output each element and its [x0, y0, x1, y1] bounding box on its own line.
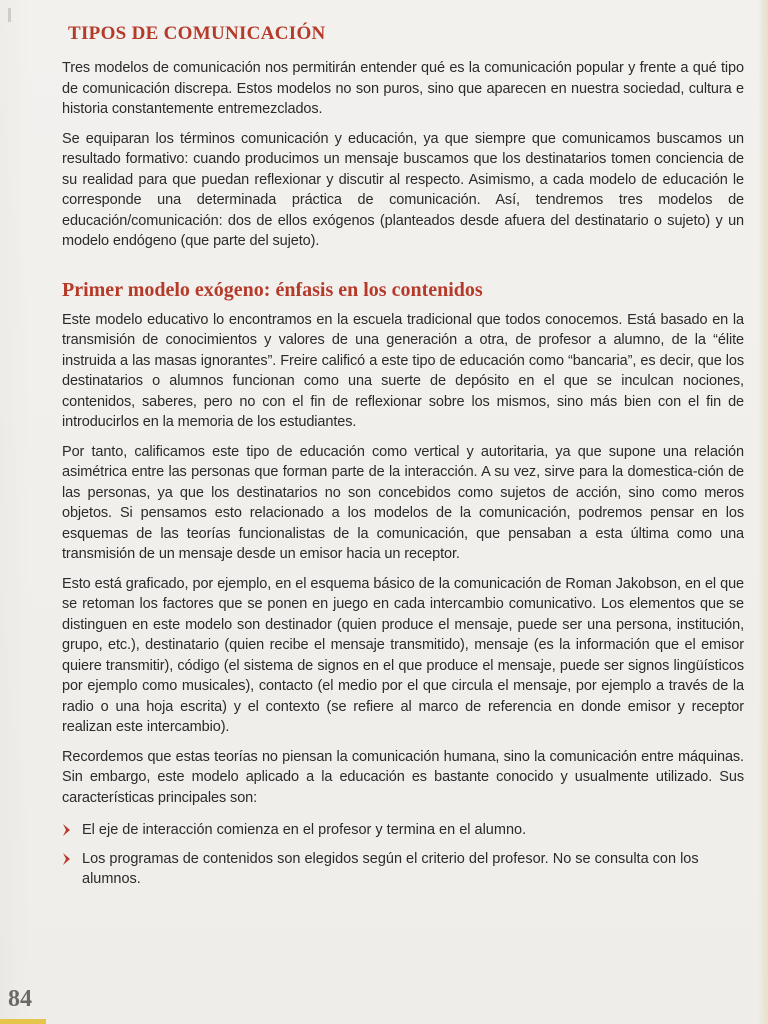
scan-mark	[8, 8, 11, 22]
footer-accent-bar	[0, 1019, 46, 1024]
section-title: TIPOS DE COMUNICACIÓN	[68, 23, 326, 44]
subsection-paragraph-4: Recordemos que estas teorías no piensan la comunicación humana, sino la comunicación entre máquinas. Sin embargo, este modelo aplicado a la educación es bastante conocido y usualmente utilizado. Sus características principales son:	[62, 748, 744, 806]
list-item-text: Los programas de contenidos son elegidos según el criterio del profesor. No se consulta con los alumnos.	[82, 850, 699, 887]
subsection-paragraph-3: Esto está graficado, por ejemplo, en el esquema básico de la comunicación de Roman Jakobson, en el que se retoman los factores que se ponen en juego en cada intercambio comunicativo. Los elementos que se distinguen en este modelo son destinador (quien produce el mensaje, puede ser una persona, institución, grupo, etc.), destinatario (quien recibe el mensaje transmitido), mensaje (es la información que el emisor quiere transmitir), código (el sistema de signos en el que produce el mensaje, puede ser signos lingüísticos por ejemplo como musicales), contacto (el medio por el que circula el mensaje, por ejemplo a través de la radio o una hoja escrita) y el contexto (se refiere al marco de referencia en donde emisor y receptor realizan este intercambio).	[62, 575, 744, 735]
section-paragraph-2: Se equiparan los términos comunicación y educación, ya que siempre que comunicamos buscamos un resultado formativo: cuando producimos un mensaje buscamos que los destinatarios tomen conciencia de su realidad para que puedan reflexionar y discutir al respecto. Asimismo, a cada modelo de educación le corresponde una determinada práctica de comunicación. Así, tendremos tres modelos de educación/comunicación: dos de ellos exógenos (planteados desde afuera del destinatario o sujeto) y un modelo endógeno (que parte del sujeto).	[62, 130, 744, 249]
page-content	[62, 20, 744, 898]
subsection-paragraph-2: Por tanto, calificamos este tipo de educación como vertical y autoritaria, ya que supone una relación asimétrica entre las personas que forman parte de la interacción. A su vez, sirve para la domestica-ción de las personas, ya que los destinatarios no son concebidos como sujetos de acción, sino como meros objetos. Si pensamos esto relacionado a los modelos de la comunicación, podremos pensar en los esquemas de las teorías funcionalistas de la comunicación, que pensaban a esta última como una transmisión de un mensaje desde un emisor hacia un receptor.	[62, 443, 744, 562]
section-paragraph-1: Tres modelos de comunicación nos permitirán entender qué es la comunicación popular y frente a qué tipo de comunicación discrepa. Estos modelos no son puros, sino que aparecen en nuestra sociedad, cultura e historia constantemente entremezclados.	[62, 60, 744, 117]
characteristics-list	[62, 820, 744, 890]
list-item-text: El eje de interacción comienza en el profesor y termina en el alumno.	[82, 822, 527, 838]
page-number: 84	[8, 986, 32, 1012]
subsection-paragraph-1: Este modelo educativo lo encontramos en la escuela tradicional que todos conocemos. Está basado en la transmisión de conocimientos y valores de una generación a otra, de profesor a alumno, de la “élite instruida a las masas ignorantes”. Freire calificó a este tipo de educación como “bancaria”, es decir, que los destinatarios o alumnos funcionan como una suerte de depósito en el que se inculcan nociones, contenidos, saberes, pero no con el fin de reflexionar sobre los mismos, sino más bien con el fin de introducirlos en la memoria de los estudiantes.	[62, 311, 744, 430]
subsection-header	[62, 276, 744, 304]
chevron-right-icon	[62, 852, 72, 866]
page-edge	[758, 0, 768, 1024]
chevron-right-icon	[62, 823, 72, 837]
list-item	[62, 849, 744, 890]
list-item	[62, 820, 744, 841]
subsection-title: Primer modelo exógeno: énfasis en los contenidos	[62, 278, 483, 301]
